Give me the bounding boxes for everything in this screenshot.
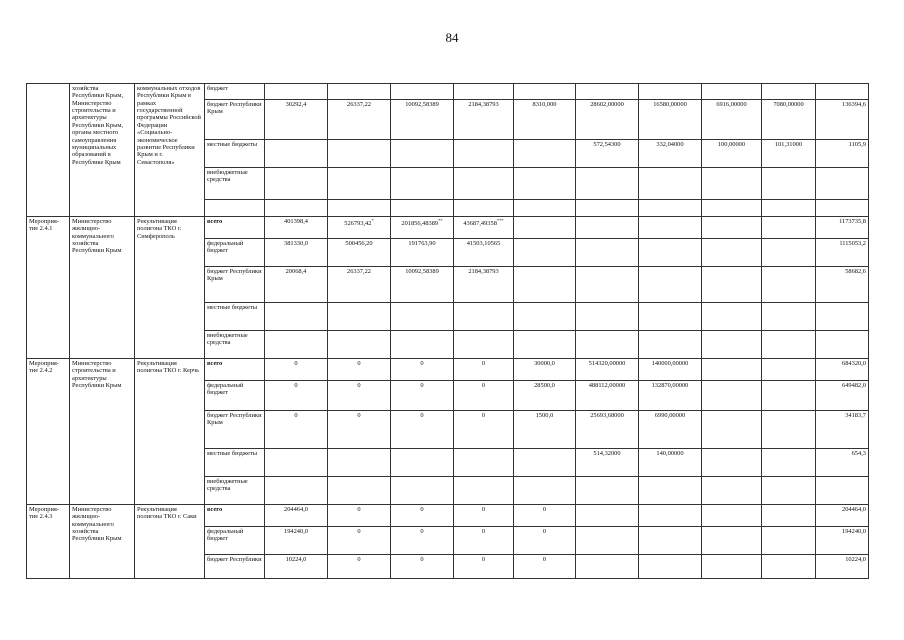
value-cell: 0 — [454, 411, 514, 449]
total-cell: 34183,7 — [816, 411, 869, 449]
source-cell: внебюджетные средства — [205, 477, 265, 505]
value-cell: 43687,49358*** — [454, 217, 514, 239]
value-cell: 201856,48389** — [391, 217, 454, 239]
value-cell: 0 — [454, 505, 514, 527]
value-cell: 0 — [328, 359, 391, 381]
value-cell: 0 — [265, 359, 328, 381]
value-cell: 6990,00000 — [639, 411, 702, 449]
source-cell: внебюджетные средства — [205, 331, 265, 359]
value-cell: 514,32000 — [576, 449, 639, 477]
source-cell: всего — [205, 217, 265, 239]
source-cell: местные бюджеты — [205, 449, 265, 477]
value-cell: 0 — [454, 381, 514, 411]
executor-cell: Министерство строительства и архитектуры Республики Крым — [70, 359, 135, 505]
value-cell: 10092,58389 — [391, 267, 454, 303]
value-cell: 0 — [454, 527, 514, 555]
total-cell: 1173735,8 — [816, 217, 869, 239]
source-cell: федеральный бюджет — [205, 381, 265, 411]
source-cell: федеральный бюджет — [205, 239, 265, 267]
value-cell: 132870,00000 — [639, 381, 702, 411]
object-cell: коммунальных отходов Республики Крым в рамках государственной программы Российской Федерации «Социально-экономическое развитие Республики Крым и г. Севастополя» — [135, 84, 205, 217]
value-cell: 191763,90 — [391, 239, 454, 267]
value-cell: 20068,4 — [265, 267, 328, 303]
total-cell: 58682,6 — [816, 267, 869, 303]
value-cell: 0 — [265, 381, 328, 411]
total-cell: 649482,0 — [816, 381, 869, 411]
value-cell: 0 — [514, 527, 576, 555]
value-cell: 10092,58389 — [391, 100, 454, 140]
value-cell: 500456,20 — [328, 239, 391, 267]
value-cell: 101,31000 — [762, 140, 816, 168]
value-cell: 26337,22 — [328, 100, 391, 140]
value-cell: 6916,00000 — [702, 100, 762, 140]
value-cell: 0 — [391, 411, 454, 449]
table-row — [27, 359, 869, 381]
value-cell: 0 — [328, 527, 391, 555]
total-cell: 1105,9 — [816, 140, 869, 168]
source-cell: всего — [205, 359, 265, 381]
source-cell: бюджет Республики Крым — [205, 100, 265, 140]
footnote-mark: * — [371, 218, 374, 223]
object-cell: Рекультивация полигона ТКО г. Симферополь — [135, 217, 205, 359]
value-cell: 0 — [328, 555, 391, 579]
value-cell: 0 — [328, 411, 391, 449]
footnote-mark: *** — [496, 218, 504, 223]
value-cell: 2184,38793 — [454, 100, 514, 140]
object-cell: Рекультивация полигона ТКО г. Керчь — [135, 359, 205, 505]
value-cell: 0 — [514, 505, 576, 527]
footnote-mark: ** — [438, 218, 443, 223]
value-cell: 30292,4 — [265, 100, 328, 140]
total-cell: 10224,0 — [816, 555, 869, 579]
value-cell: 0 — [514, 555, 576, 579]
total-cell: 1115053,2 — [816, 239, 869, 267]
value-cell: 10224,0 — [265, 555, 328, 579]
value-cell: 194240,0 — [265, 527, 328, 555]
value-cell: 25693,68000 — [576, 411, 639, 449]
value-cell: 1500,0 — [514, 411, 576, 449]
value-cell: 0 — [391, 359, 454, 381]
value-cell: 140,00000 — [639, 449, 702, 477]
value-cell: 7080,00000 — [762, 100, 816, 140]
value-cell: 332,04000 — [639, 140, 702, 168]
page-number: 84 — [445, 30, 459, 45]
total-cell: 654,3 — [816, 449, 869, 477]
value-cell: 28500,0 — [514, 381, 576, 411]
value-cell: 0 — [328, 381, 391, 411]
value-cell: 41503,10565 — [454, 239, 514, 267]
source-cell: бюджет Республики Крым — [205, 267, 265, 303]
total-cell: 194240,0 — [816, 527, 869, 555]
object-cell: Рекультивация полигона ТКО г. Саки — [135, 505, 205, 579]
value-cell: 381330,0 — [265, 239, 328, 267]
value-cell: 0 — [391, 381, 454, 411]
value-cell: 0 — [391, 555, 454, 579]
value-cell: 0 — [391, 505, 454, 527]
table-row — [27, 84, 869, 100]
budget-table — [26, 83, 869, 579]
value-cell: 572,54300 — [576, 140, 639, 168]
total-cell: 204464,0 — [816, 505, 869, 527]
source-cell: внебюджетные средства — [205, 168, 265, 200]
source-cell: местные бюджеты — [205, 140, 265, 168]
value-cell: 204464,0 — [265, 505, 328, 527]
source-cell: бюджет Республики — [205, 555, 265, 579]
table-row — [27, 505, 869, 527]
value-cell: 16580,00000 — [639, 100, 702, 140]
value-cell: 0 — [454, 555, 514, 579]
value-cell: 8310,000 — [514, 100, 576, 140]
value-cell: 0 — [328, 505, 391, 527]
value-cell: 100,00000 — [702, 140, 762, 168]
value-cell: 0 — [454, 359, 514, 381]
value-cell: 2184,38793 — [454, 267, 514, 303]
table-row — [27, 217, 869, 239]
value-cell: 140000,00000 — [639, 359, 702, 381]
event-cell: Мероприя-тие 2.4.3 — [27, 505, 70, 579]
executor-cell: хозяйства Республики Крым, Министерство строительства и архитектуры Республики Крым, органы местного самоуправления муниципальных образований в Республике Крым — [70, 84, 135, 217]
source-cell: местные бюджеты — [205, 303, 265, 331]
value-cell: 26337,22 — [328, 267, 391, 303]
value-cell: 526793,42* — [328, 217, 391, 239]
value-cell: 488112,00000 — [576, 381, 639, 411]
source-cell: бюджет Республики Крым — [205, 411, 265, 449]
event-cell: Мероприя-тие 2.4.1 — [27, 217, 70, 359]
value-cell: 0 — [391, 527, 454, 555]
executor-cell: Министерство жилищно-коммунального хозяйства Республики Крым — [70, 505, 135, 579]
value-cell: 401398,4 — [265, 217, 328, 239]
source-cell: бюджет — [205, 84, 265, 100]
source-cell: всего — [205, 505, 265, 527]
source-cell: федеральный бюджет — [205, 527, 265, 555]
value-cell: 0 — [265, 411, 328, 449]
value-cell: 514320,00000 — [576, 359, 639, 381]
event-cell: Мероприя-тие 2.4.2 — [27, 359, 70, 505]
executor-cell: Министерство жилищно-коммунального хозяйства Республики Крым — [70, 217, 135, 359]
total-cell: 684320,0 — [816, 359, 869, 381]
value-cell: 28602,00000 — [576, 100, 639, 140]
total-cell: 136394,6 — [816, 100, 869, 140]
value-cell: 30000,0 — [514, 359, 576, 381]
